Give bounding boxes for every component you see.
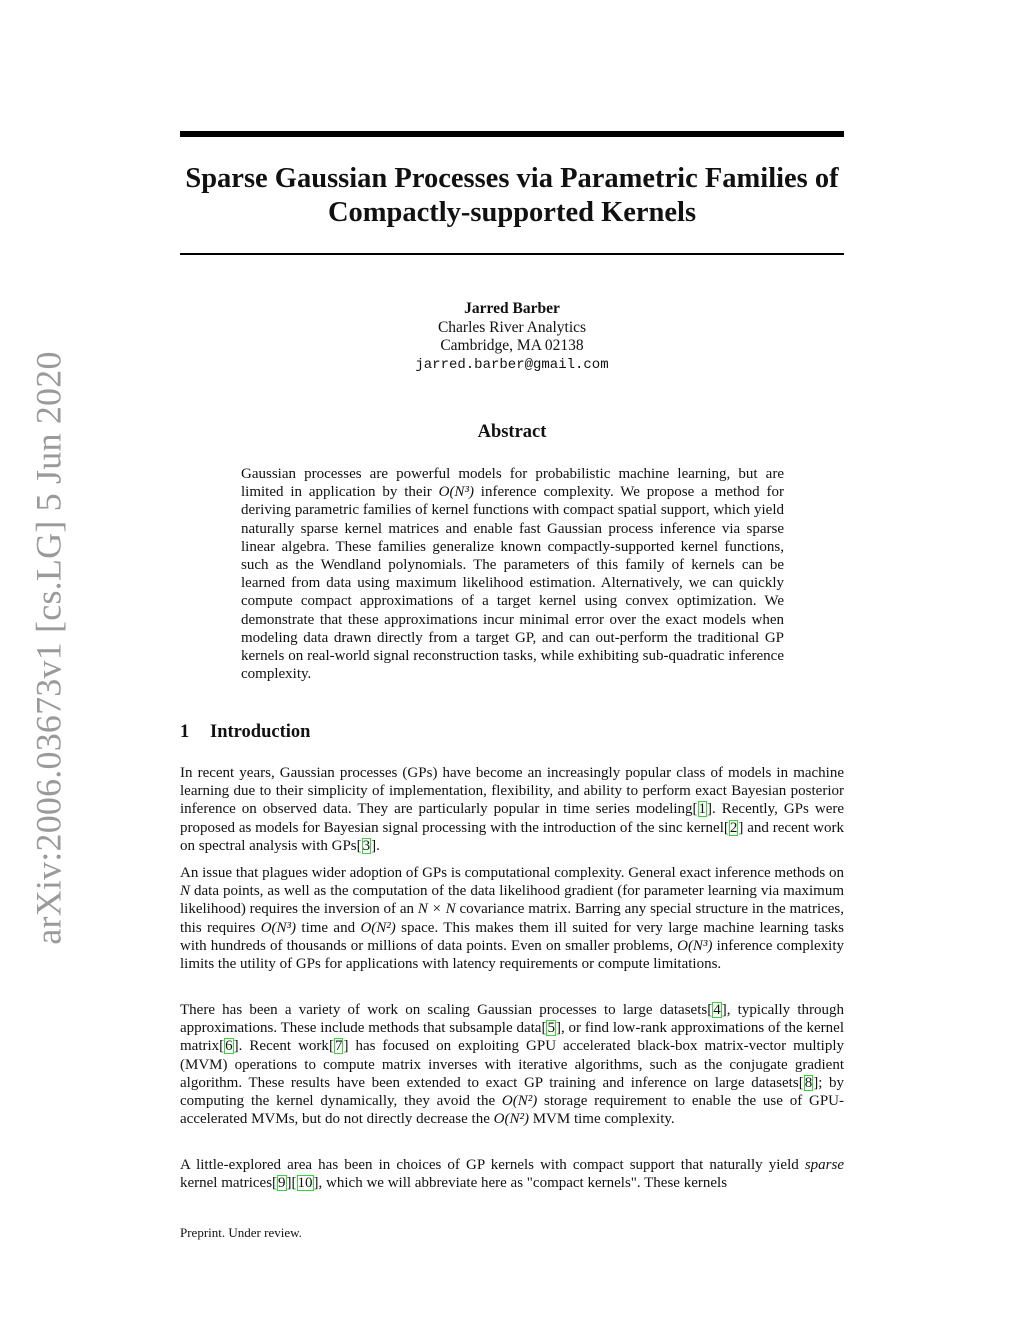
paragraph-text: space. This makes them ill suited for very large machine learning tasks with hundreds of thousands or millions of data points. Even on smaller problems, — [180, 919, 845, 954]
intro-paragraph-3 — [180, 1001, 844, 1128]
paragraph-text: , or find low-rank approximations of the kernel matrix — [180, 1020, 844, 1055]
citation-link[interactable]: 8 — [804, 1074, 813, 1091]
author-name: Jarred Barber — [464, 300, 560, 317]
math-expression: N — [180, 883, 191, 900]
intro-paragraph-1 — [180, 764, 844, 855]
citation-group: [1] — [692, 801, 713, 818]
paragraph-text: A little-explored area has been in choices of GP kernels with compact support that naturally yield — [180, 1157, 805, 1173]
citation-group: [9][10] — [272, 1175, 319, 1192]
title-top-rule — [180, 131, 844, 137]
citation-link[interactable]: 2 — [729, 819, 738, 836]
footer-note: Preprint. Under review. — [180, 1225, 302, 1240]
citation-group: [7] — [328, 1038, 349, 1055]
paragraph-text: , which we will abbreviate here as "compact kernels". These kernels — [318, 1175, 728, 1192]
citation-group: [2] — [723, 819, 744, 836]
citation-link[interactable]: 7 — [334, 1038, 343, 1055]
paper-title — [180, 162, 844, 230]
paragraph-text: time and — [296, 919, 361, 936]
citation-link[interactable]: 1 — [698, 801, 707, 818]
citation-link[interactable]: 4 — [713, 1002, 721, 1018]
paragraph-text: and recent work on spectral analysis with GPs — [180, 819, 844, 854]
title-bottom-rule — [180, 253, 844, 255]
author-block — [180, 300, 844, 374]
paragraph-text: In recent years, Gaussian processes (GPs) have become an increasingly popular class of models in machine learning due to their simplicity of implementation, flexibility, and ability to perform exact Bayesian posterior inference on observed data. They are particularly popular in time series modeling — [180, 765, 844, 818]
abstract-text-part: Gaussian processes are powerful models for probabilistic machine learning, but are limited in application by their — [241, 466, 784, 501]
title-line-2: Compactly-supported Kernels — [327, 197, 697, 228]
author-affiliation: Charles River Analytics — [437, 318, 587, 336]
author-address: Cambridge, MA 02138 — [440, 337, 584, 354]
paragraph-text: kernel matrices — [180, 1175, 273, 1192]
citation-link[interactable]: 6 — [225, 1038, 233, 1055]
abstract-heading: Abstract — [477, 422, 547, 442]
paragraph-text: covariance matrix. Barring any special structure in the matrices, this requires — [180, 901, 845, 936]
section-title: Introduction — [210, 722, 311, 742]
math-expression: O(N²) — [360, 919, 396, 936]
section-number: 1 — [180, 722, 190, 742]
paragraph-text: There has been a variety of work on scaling Gaussian processes to large datasets — [180, 1002, 708, 1018]
paragraph-text: . Recently, GPs were proposed as models for Bayesian signal processing with the introduction of the sinc kernel — [180, 801, 844, 836]
paragraph-text: . — [376, 837, 380, 854]
citation-group: [5] — [541, 1020, 561, 1037]
math-expression: N × N — [417, 901, 456, 918]
title-line-1: Sparse Gaussian Processes via Parametric Families of — [185, 163, 839, 194]
paragraph-text: inference complexity limits the utility of GPs for applications with latency requirements or compute limitations. — [180, 937, 844, 973]
citation-group: [4] — [707, 1002, 727, 1018]
section-heading-introduction — [180, 722, 310, 743]
math-expression: O(N³) — [260, 919, 297, 936]
paragraph-text: An issue that plagues wider adoption of GPs is computational complexity. General exact inference methods on — [180, 865, 844, 881]
emphasis-text: sparse — [804, 1157, 844, 1173]
citation-link[interactable]: 10 — [297, 1175, 313, 1192]
paragraph-text: storage requirement to enable the use of GPU-accelerated MVMs, but do not directly decrease the — [180, 1093, 844, 1128]
paragraph-text: . Recent work — [238, 1038, 329, 1055]
citation-link[interactable]: 9 — [278, 1175, 286, 1192]
abstract-text — [241, 465, 784, 683]
citation-group: [6] — [219, 1038, 239, 1055]
paragraph-text: , typically through approximations. These include methods that subsample data — [180, 1002, 844, 1037]
author-email[interactable]: jarred.barber@gmail.com — [415, 356, 609, 373]
math-expression: O(N²) — [501, 1093, 538, 1110]
abstract-text-part: inference complexity. We propose a method for deriving parametric families of kernel functions with compact spatial support, which yield naturally sparse kernel matrices and enable fast Gaussian process inference via sparse linear algebra. These families generalize known compactly-supported kernel functions, such as the Wendland polynomials. The parameters of this family of kernels can be learned from data using maximum likelihood estimation. Alternatively, we can quickly compute compact approximations of a target kernel using convex optimization. We demonstrate that these approximations incur minimal error over the exact models when modeling data drawn directly from a target GP, and can out-perform the traditional GP kernels on real-world signal reconstruction tasks, while exhibiting sub-quadratic inference complexity. — [241, 484, 784, 683]
math-expression: O(N³) — [677, 937, 713, 954]
arxiv-identifier-stamp[interactable] — [19, 351, 79, 945]
citation-group: [8] — [798, 1074, 819, 1091]
paragraph-text: ; by computing the kernel dynamically, they avoid the — [180, 1074, 844, 1110]
intro-paragraph-2 — [180, 864, 844, 973]
paragraph-text: has focused on exploiting GPU accelerated black-box matrix-vector multiply (MVM) operations to compute matrix inverses with iterative algorithms, such as the conjugate gradient algorithm. These results have been extended to exact GP training and inference on large datasets — [180, 1038, 844, 1091]
math-expression: O(N³) — [438, 484, 474, 501]
arxiv-id-text: arXiv:2006.03673v1 [cs.LG] 5 Jun 2020 — [29, 351, 69, 945]
citation-group: [3] — [356, 837, 377, 854]
citation-link[interactable]: 3 — [362, 837, 371, 854]
intro-paragraph-4 — [180, 1156, 844, 1192]
paragraph-text: MVM time complexity. — [528, 1111, 675, 1128]
paragraph-text: data points, as well as the computation of the data likelihood gradient (for parameter learning via maximum likelihood) requires the inversion of an — [180, 883, 844, 918]
math-expression: O(N²) — [493, 1111, 529, 1128]
citation-link[interactable]: 5 — [547, 1020, 555, 1037]
